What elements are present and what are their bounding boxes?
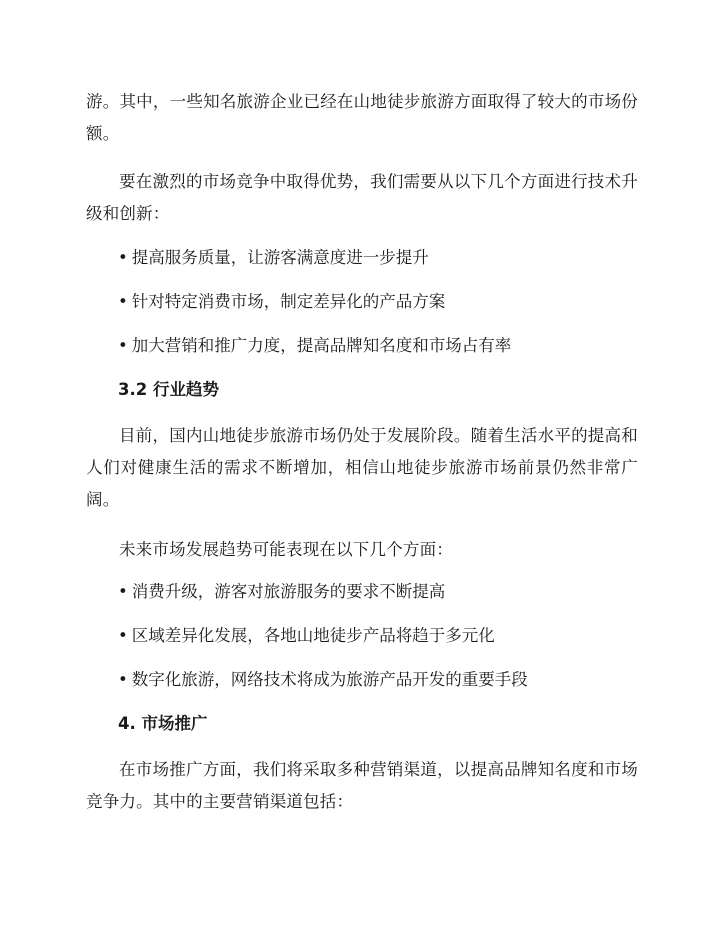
paragraph-current-state: 目前，国内山地徒步旅游市场仍处于发展阶段。随着生活水平的提高和人们对健康生活的需求不断增加，相信山地徒步旅游市场前景仍然非常广阔。 [86, 426, 638, 509]
list-item-text: 提高服务质量，让游客满意度进一步提升 [131, 248, 429, 267]
list-item-text: 数字化旅游，网络技术将成为旅游产品开发的重要手段 [131, 670, 528, 689]
list-item-text: 加大营销和推广力度，提高品牌知名度和市场占有率 [131, 336, 512, 355]
bullet-icon: • [118, 292, 128, 311]
list-item-text: 针对特定消费市场，制定差异化的产品方案 [131, 292, 446, 311]
bullet-icon: • [118, 582, 128, 601]
section-heading-industry-trends: 3.2 行业趋势 [118, 380, 219, 399]
bullet-icon: • [118, 248, 128, 267]
list-item [118, 668, 638, 692]
bullet-icon: • [118, 670, 128, 689]
list-item [118, 290, 638, 314]
list-item [118, 246, 638, 270]
paragraph-future-trends: 未来市场发展趋势可能表现在以下几个方面： [119, 540, 453, 559]
section-heading-marketing: 4. 市场推广 [118, 714, 208, 733]
list-item [118, 334, 638, 358]
bullet-icon: • [118, 626, 128, 645]
paragraph-market-share: 游。其中，一些知名旅游企业已经在山地徒步旅游方面取得了较大的市场份额。 [86, 92, 638, 143]
bullet-icon: • [118, 336, 128, 355]
list-item-text: 区域差异化发展，各地山地徒步产品将趋于多元化 [131, 626, 495, 645]
list-item [118, 580, 638, 604]
paragraph-competition: 要在激烈的市场竞争中取得优势，我们需要从以下几个方面进行技术升级和创新： [86, 172, 638, 223]
list-item-text: 消费升级，游客对旅游服务的要求不断提高 [131, 582, 446, 601]
list-item [118, 624, 638, 648]
paragraph-marketing-channels: 在市场推广方面，我们将采取多种营销渠道，以提高品牌知名度和市场竞争力。其中的主要营销渠道包括： [86, 760, 638, 811]
